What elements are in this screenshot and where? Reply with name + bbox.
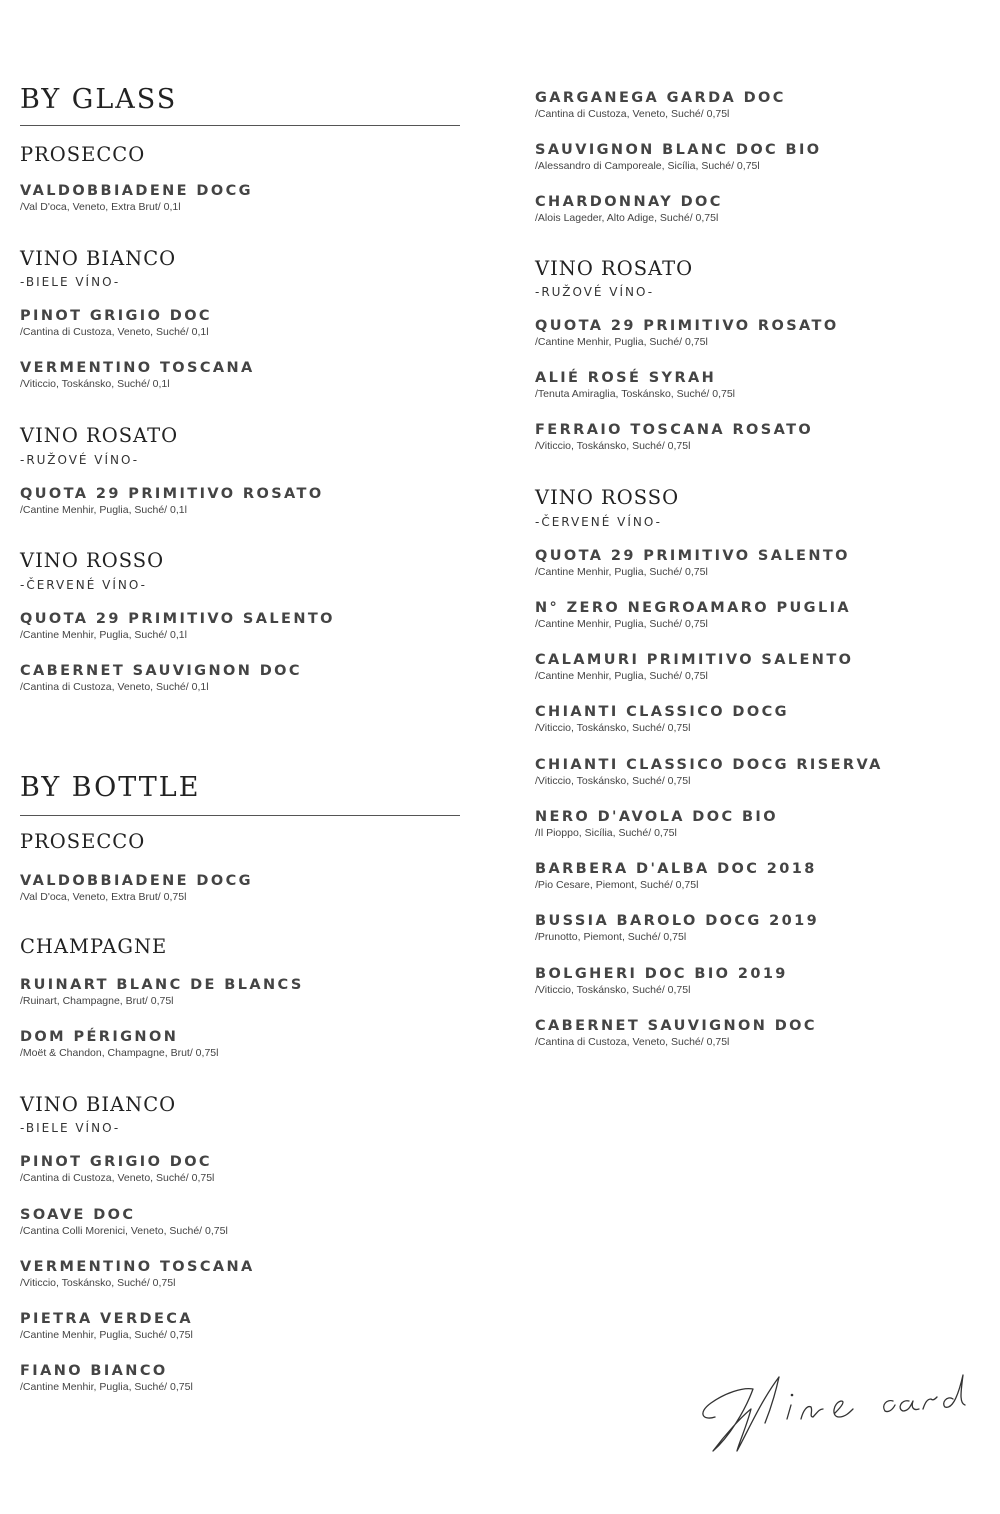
wine-item	[20, 1028, 218, 1060]
wine-name: PINOT GRIGIO DOC	[20, 308, 212, 324]
section-title: VINO BIANCO	[20, 1093, 177, 1116]
wine-detail: /Viticcio, Toskánsko, Suché/ 0,1l	[20, 378, 170, 390]
section-title: PROSECCO	[20, 143, 146, 166]
wine-name: CALAMURI PRIMITIVO SALENTO	[535, 652, 854, 668]
section-subtitle: -ČERVENÉ VÍNO-	[20, 578, 147, 592]
section-title: VINO ROSSO	[535, 486, 680, 509]
wine-item	[20, 1362, 193, 1394]
wine-detail: /Cantine Menhir, Puglia, Suché/ 0,75l	[535, 670, 708, 682]
svg-text:Wine card: Wine card	[695, 1355, 700, 1356]
wine-item	[20, 182, 253, 214]
wine-detail: /Viticcio, Toskánsko, Suché/ 0,75l	[535, 440, 691, 452]
wine-item	[20, 1153, 214, 1185]
wine-name: SAUVIGNON BLANC DOC BIO	[535, 142, 822, 158]
wine-name: BARBERA D'ALBA DOC 2018	[535, 861, 817, 877]
wine-item	[20, 610, 335, 642]
wine-name: CHIANTI CLASSICO DOCG RISERVA	[535, 757, 883, 773]
wine-name: QUOTA 29 PRIMITIVO ROSATO	[20, 486, 324, 502]
wine-detail: /Cantine Menhir, Puglia, Suché/ 0,1l	[20, 629, 187, 641]
wine-detail: /Moët & Chandon, Champagne, Brut/ 0,75l	[20, 1047, 219, 1059]
wine-item	[535, 421, 813, 453]
wine-item	[20, 976, 304, 1008]
wine-detail: /Cantina di Custoza, Veneto, Suché/ 0,75l	[535, 1036, 730, 1048]
by-bottle-title: BY BOTTLE	[20, 772, 201, 803]
wine-name: N° ZERO NEGROAMARO PUGLIA	[535, 600, 852, 616]
wine-item	[535, 860, 817, 892]
wine-detail: /Alois Lageder, Alto Adige, Suché/ 0,75l	[535, 212, 719, 224]
section-title: PROSECCO	[20, 830, 146, 853]
wine-item	[535, 317, 839, 349]
wine-item	[535, 703, 789, 735]
wine-detail: /Cantine Menhir, Puglia, Suché/ 0,1l	[20, 504, 187, 516]
section-title: VINO ROSATO	[20, 424, 179, 447]
section-subtitle: -RUŽOVÉ VÍNO-	[535, 285, 655, 299]
wine-detail: /Viticcio, Toskánsko, Suché/ 0,75l	[535, 984, 691, 996]
wine-name: GARGANEGA GARDA DOC	[535, 90, 786, 106]
by-glass-title: BY GLASS	[20, 84, 178, 115]
wine-detail: /Prunotto, Piemont, Suché/ 0,75l	[535, 931, 687, 943]
wine-item	[535, 912, 819, 944]
section-subtitle: -BIELE VÍNO-	[20, 1121, 121, 1135]
section-subtitle: -RUŽOVÉ VÍNO-	[20, 453, 140, 467]
wine-detail: /Cantina di Custoza, Veneto, Suché/ 0,75l	[20, 1172, 215, 1184]
wine-name: ALIÉ ROSÉ SYRAH	[535, 370, 717, 386]
wine-name: NERO D'AVOLA DOC BIO	[535, 809, 778, 825]
wine-detail: /Ruinart, Champagne, Brut/ 0,75l	[20, 995, 174, 1007]
section-subtitle: -ČERVENÉ VÍNO-	[535, 515, 662, 529]
wine-detail: /Cantina di Custoza, Veneto, Suché/ 0,1l	[20, 681, 209, 693]
wine-item	[535, 369, 735, 401]
wine-item	[20, 662, 302, 694]
wine-name: RUINART BLANC DE BLANCS	[20, 977, 304, 993]
wine-name: PIETRA VERDECA	[20, 1311, 193, 1327]
section-title: VINO ROSSO	[20, 549, 165, 572]
wine-item	[535, 599, 851, 631]
section-title: CHAMPAGNE	[20, 935, 168, 958]
wine-detail: /Cantine Menhir, Puglia, Suché/ 0,75l	[20, 1381, 193, 1393]
wine-name: CABERNET SAUVIGNON DOC	[535, 1018, 817, 1034]
wine-item	[20, 1258, 255, 1290]
wine-name: CHARDONNAY DOC	[535, 194, 723, 210]
wine-item	[535, 1017, 817, 1049]
wine-detail: /Val D'oca, Veneto, Extra Brut/ 0,1l	[20, 201, 181, 213]
wine-name: VERMENTINO TOSCANA	[20, 360, 255, 376]
wine-detail: /Pio Cesare, Piemont, Suché/ 0,75l	[535, 879, 699, 891]
wine-item	[20, 485, 324, 517]
wine-item	[535, 141, 822, 173]
wine-item	[20, 359, 255, 391]
section-subtitle: -BIELE VÍNO-	[20, 275, 121, 289]
wine-item	[20, 1310, 193, 1342]
wine-item	[535, 965, 788, 997]
wine-name: VALDOBBIADENE DOCG	[20, 183, 253, 199]
wine-item	[20, 872, 253, 904]
wine-name: QUOTA 29 PRIMITIVO SALENTO	[20, 611, 335, 627]
wine-name: DOM PÉRIGNON	[20, 1029, 179, 1045]
wine-name: PINOT GRIGIO DOC	[20, 1154, 212, 1170]
wine-card-signature	[695, 1355, 985, 1465]
wine-detail: /Viticcio, Toskánsko, Suché/ 0,75l	[535, 722, 691, 734]
section-title: VINO ROSATO	[535, 257, 694, 280]
wine-item	[535, 756, 883, 788]
wine-item	[535, 651, 853, 683]
wine-detail: /Cantine Menhir, Puglia, Suché/ 0,75l	[535, 336, 708, 348]
wine-name: CABERNET SAUVIGNON DOC	[20, 663, 302, 679]
section-title: VINO BIANCO	[20, 247, 177, 270]
wine-detail: /Viticcio, Toskánsko, Suché/ 0,75l	[20, 1277, 176, 1289]
wine-detail: /Tenuta Amiraglia, Toskánsko, Suché/ 0,75l	[535, 388, 736, 400]
wine-name: VERMENTINO TOSCANA	[20, 1259, 255, 1275]
wine-item	[535, 193, 723, 225]
wine-item	[535, 89, 786, 121]
wine-item	[535, 547, 850, 579]
wine-detail: /Cantina Colli Morenici, Veneto, Suché/ 0,75l	[20, 1225, 228, 1237]
wine-name: QUOTA 29 PRIMITIVO SALENTO	[535, 548, 850, 564]
wine-item	[20, 307, 212, 339]
by-glass-divider	[20, 125, 460, 126]
wine-detail: /Cantine Menhir, Puglia, Suché/ 0,75l	[20, 1329, 193, 1341]
by-bottle-divider	[20, 815, 460, 816]
wine-detail: /Cantine Menhir, Puglia, Suché/ 0,75l	[535, 618, 708, 630]
wine-name: SOAVE DOC	[20, 1207, 136, 1223]
wine-name: BOLGHERI DOC BIO 2019	[535, 966, 788, 982]
wine-name: VALDOBBIADENE DOCG	[20, 873, 253, 889]
wine-detail: /Viticcio, Toskánsko, Suché/ 0,75l	[535, 775, 691, 787]
wine-detail: /Il Pioppo, Sicília, Suché/ 0,75l	[535, 827, 677, 839]
wine-detail: /Alessandro di Camporeale, Sicília, Suché/ 0,75l	[535, 160, 760, 172]
wine-detail: /Cantine Menhir, Puglia, Suché/ 0,75l	[535, 566, 708, 578]
wine-item	[20, 1206, 228, 1238]
wine-name: FIANO BIANCO	[20, 1363, 168, 1379]
wine-detail: /Val D'oca, Veneto, Extra Brut/ 0,75l	[20, 891, 187, 903]
wine-detail: /Cantina di Custoza, Veneto, Suché/ 0,1l	[20, 326, 209, 338]
wine-item	[535, 808, 778, 840]
wine-detail: /Cantina di Custoza, Veneto, Suché/ 0,75l	[535, 108, 730, 120]
wine-name: CHIANTI CLASSICO DOCG	[535, 704, 789, 720]
wine-name: BUSSIA BAROLO DOCG 2019	[535, 913, 820, 929]
wine-name: FERRAIO TOSCANA ROSATO	[535, 422, 814, 438]
wine-name: QUOTA 29 PRIMITIVO ROSATO	[535, 318, 839, 334]
